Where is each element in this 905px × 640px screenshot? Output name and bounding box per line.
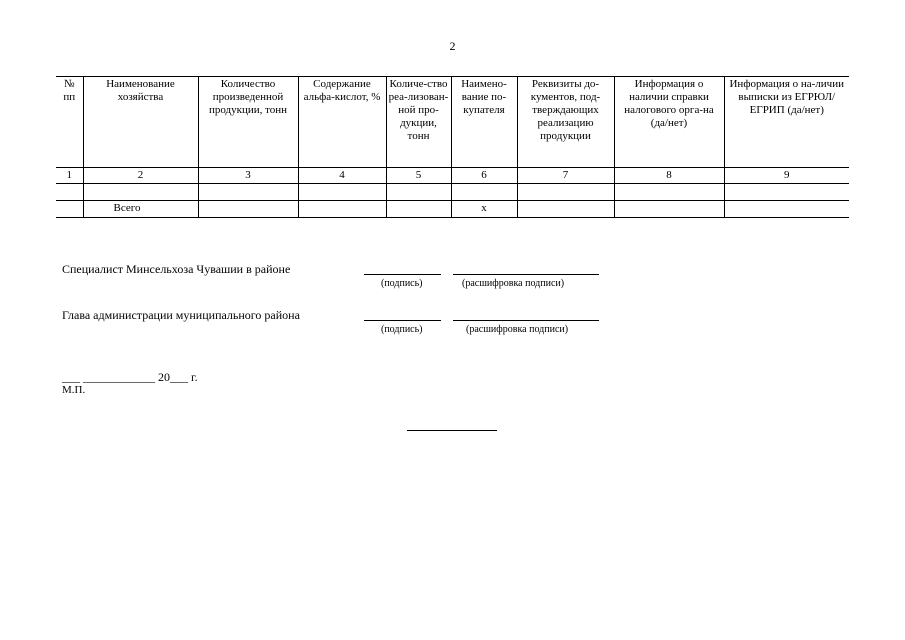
- header-cell: № пп: [56, 77, 83, 168]
- header-cell: Содержание альфа-кислот, %: [298, 77, 386, 168]
- specialist-signature-caption: (подпись): [381, 278, 423, 289]
- specialist-signature-line: [364, 274, 441, 275]
- head-signature-line: [364, 320, 441, 321]
- table-cell: [298, 184, 386, 201]
- total-label: Всего: [83, 201, 198, 218]
- header-cell: Реквизиты до-кументов, под-тверждающих реализацию продукции: [517, 77, 614, 168]
- header-cell: Количе-ство реа-лизован-ной про-дукции, тонн: [386, 77, 451, 168]
- table-cell: [83, 184, 198, 201]
- table-cell: [724, 201, 849, 218]
- header-cell: Наимено-вание по-купателя: [451, 77, 517, 168]
- specialist-transcript-caption: (расшифровка подписи): [462, 278, 565, 289]
- head-signature-caption: (подпись): [381, 324, 423, 335]
- table-cell: [198, 201, 298, 218]
- header-cell: Информация о на-личии выписки из ЕГРЮЛ/ЕГРИП (да/нет): [724, 77, 849, 168]
- column-number: 8: [614, 168, 724, 184]
- bottom-rule: [407, 430, 497, 431]
- head-label: Глава администрации муниципального района: [62, 308, 300, 322]
- table-cell: [517, 184, 614, 201]
- table-cell: [386, 201, 451, 218]
- header-cell: Количество произведенной продукции, тонн: [198, 77, 298, 168]
- date-line: ___ ____________ 20___ г.: [62, 370, 198, 384]
- column-number: 4: [298, 168, 386, 184]
- table-cell: [451, 184, 517, 201]
- table-cell: [614, 184, 724, 201]
- total-buyer-mark: х: [451, 201, 517, 218]
- table-cell: [724, 184, 849, 201]
- table-cell: [56, 201, 83, 218]
- page-number: 2: [449, 39, 456, 53]
- column-number: 1: [56, 168, 83, 184]
- header-cell: Наименование хозяйства: [83, 77, 198, 168]
- specialist-label: Специалист Минсельхоза Чувашии в районе: [62, 262, 291, 276]
- stamp-label: М.П.: [62, 384, 86, 396]
- head-transcript-line: [453, 320, 599, 321]
- total-row: [56, 201, 849, 218]
- column-number: 6: [451, 168, 517, 184]
- column-number-row: [56, 168, 849, 184]
- empty-data-row: [56, 184, 849, 201]
- report-table: [56, 76, 849, 218]
- column-number: 3: [198, 168, 298, 184]
- header-cell: Информация о наличии справки налогового орга-на (да/нет): [614, 77, 724, 168]
- table-cell: [614, 201, 724, 218]
- head-transcript-caption: (расшифровка подписи): [466, 324, 569, 335]
- column-number: 9: [724, 168, 849, 184]
- table-cell: [56, 184, 83, 201]
- column-number: 7: [517, 168, 614, 184]
- column-number: 2: [83, 168, 198, 184]
- table-cell: [198, 184, 298, 201]
- table-cell: [517, 201, 614, 218]
- table-cell: [386, 184, 451, 201]
- table-cell: [298, 201, 386, 218]
- specialist-transcript-line: [453, 274, 599, 275]
- header-row: [56, 77, 849, 168]
- column-number: 5: [386, 168, 451, 184]
